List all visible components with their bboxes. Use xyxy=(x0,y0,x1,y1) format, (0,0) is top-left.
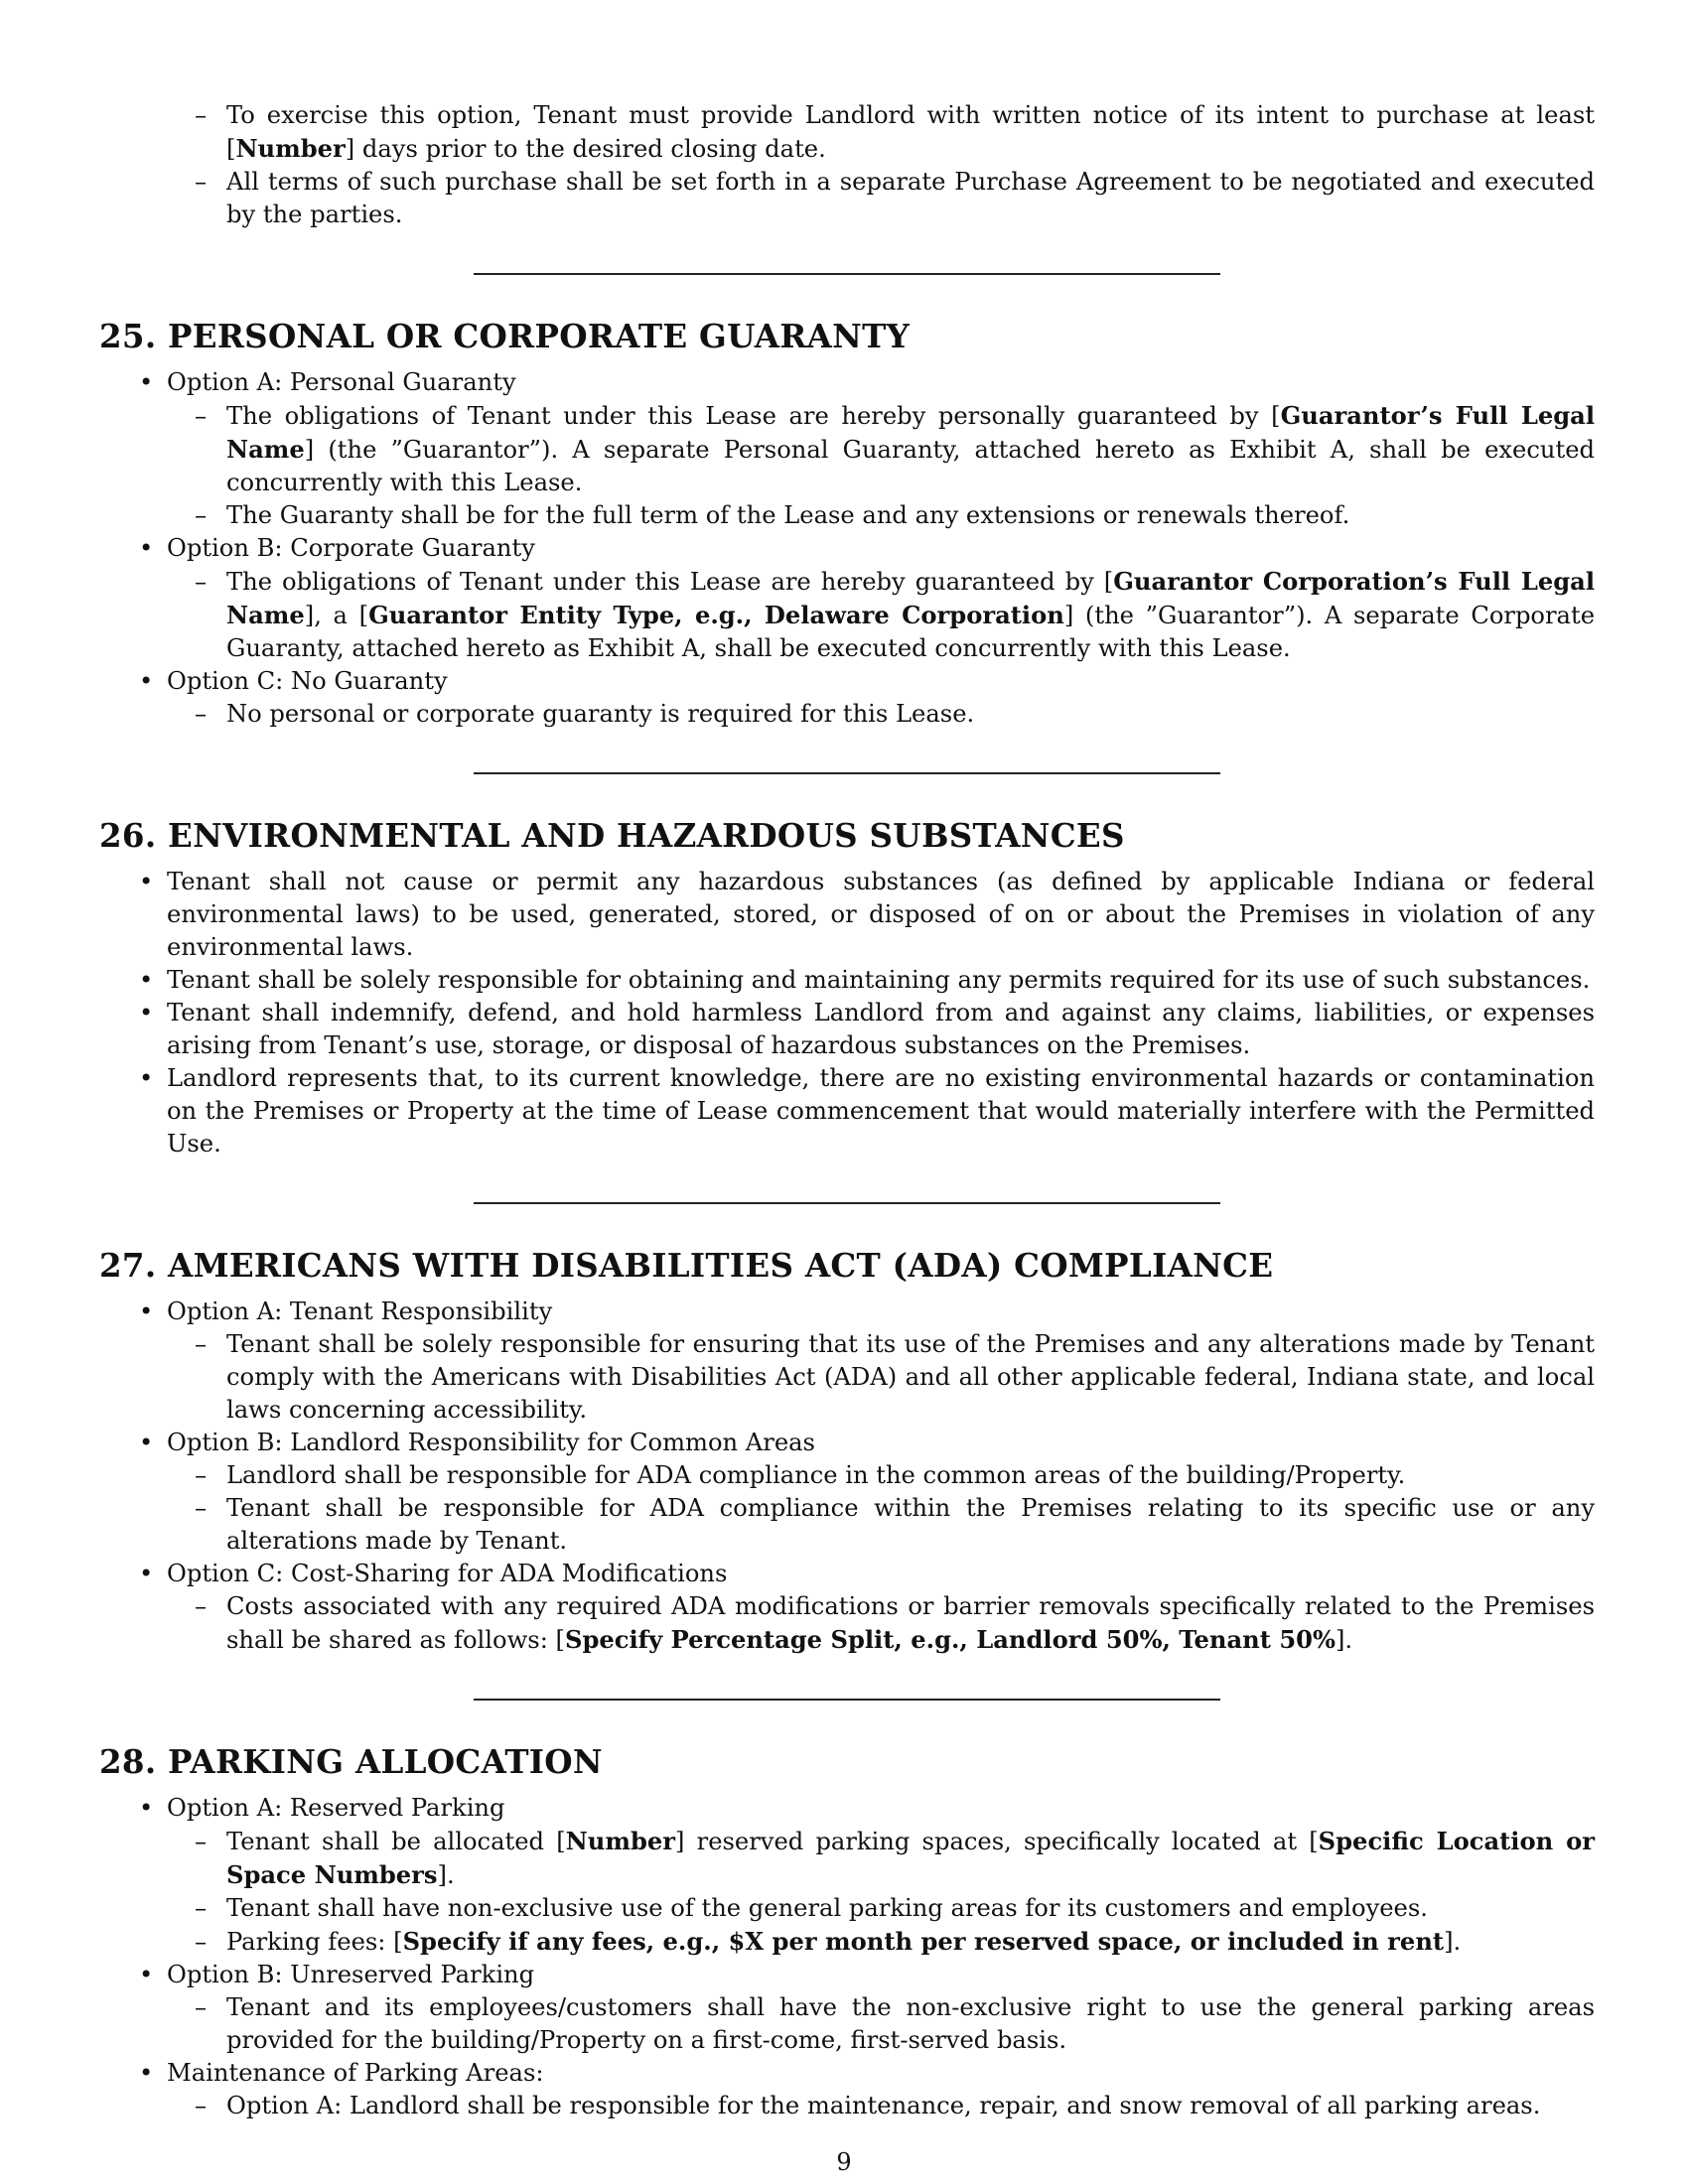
list-item: – Option A: Landlord shall be responsible for the maintenance, repair, and snow removal of all parking areas. xyxy=(195,2092,1541,2119)
list-item: • Landlord represents that, to its current knowledge, there are no existing environmental hazards or contamination on the Premises or Property at the time of Lease commencement that would materially interfere with the Permitted Use. xyxy=(139,1064,1595,1158)
list-item: – All terms of such purchase shall be set forth in a separate Purchase Agreement to be negotiated and executed by the parties. xyxy=(195,168,1595,228)
section-divider xyxy=(474,1699,1220,1701)
list-item: – The obligations of Tenant under this Lease are hereby guaranteed by [Guarantor Corporation’s Full Legal Name], a [Guarantor Entity Type, e.g., Delaware Corporation] (the ”Guarantor”). A separate Corporate Guaranty, attached hereto as Exhibit A, shall be executed concurrently with this Lease. xyxy=(195,567,1596,662)
list-item: – Costs associated with any required ADA modifications or barrier removals specifically related to the Premises shall be shared as follows: [Specify Percentage Split, e.g., Landlord 50%, Tenant 50%]. xyxy=(195,1592,1595,1654)
section-heading-26: 26. ENVIRONMENTAL AND HAZARDOUS SUBSTANCES xyxy=(99,816,1125,855)
section-heading-27: 27. AMERICANS WITH DISABILITIES ACT (ADA) COMPLIANCE xyxy=(99,1246,1274,1285)
section-heading-25: 25. PERSONAL OR CORPORATE GUARANTY xyxy=(99,317,911,355)
list-item: – The Guaranty shall be for the full term of the Lease and any extensions or renewals thereof. xyxy=(195,501,1350,529)
document-page xyxy=(99,99,1595,2122)
list-item: – To exercise this option, Tenant must provide Landlord with written notice of its intent to purchase at least [Number] days prior to the desired closing date. xyxy=(195,101,1595,163)
list-item: – Landlord shall be responsible for ADA compliance in the common areas of the building/Property. xyxy=(195,1461,1406,1489)
list-item: – Tenant shall be solely responsible for ensuring that its use of the Premises and any alterations made by Tenant comply with the Americans with Disabilities Act (ADA) and all other applicable federal, Indiana state, and local laws concerning accessibility. xyxy=(195,1330,1595,1424)
section-divider xyxy=(474,1202,1220,1204)
page-number: 9 xyxy=(836,2148,852,2176)
list-item: • Option A: Reserved Parking xyxy=(139,1794,505,1822)
section-divider xyxy=(474,273,1220,275)
list-item: – Tenant and its employees/customers shall have the non-exclusive right to use the general parking areas provided for the building/Property on a first-come, first-served basis. xyxy=(195,1993,1595,2054)
list-item: • Tenant shall indemnify, defend, and hold harmless Landlord from and against any claims, liabilities, or expenses arising from Tenant’s use, storage, or disposal of hazardous substances on the Premises. xyxy=(139,999,1595,1059)
list-item: • Option B: Unreserved Parking xyxy=(139,1961,535,1988)
list-item: – Tenant shall have non-exclusive use of the general parking areas for its customers and employees. xyxy=(195,1894,1428,1922)
list-item: – Tenant shall be responsible for ADA compliance within the Premises relating to its specific use or any alterations made by Tenant. xyxy=(195,1494,1595,1555)
list-item: • Option A: Personal Guaranty xyxy=(139,368,516,396)
section-heading-28: 28. PARKING ALLOCATION xyxy=(99,1742,603,1781)
list-item: • Option B: Corporate Guaranty xyxy=(139,534,535,562)
list-item: – No personal or corporate guaranty is required for this Lease. xyxy=(195,700,975,728)
list-item: • Option B: Landlord Responsibility for Common Areas xyxy=(139,1429,815,1456)
list-item: • Tenant shall not cause or permit any hazardous substances (as defined by applicable Indiana or federal environmental laws) to be used, generated, stored, or disposed of on or about the Premises in violation of any environmental laws. xyxy=(139,868,1595,961)
list-item: • Maintenance of Parking Areas: xyxy=(139,2059,544,2087)
list-item: • Option C: No Guaranty xyxy=(139,667,448,695)
list-item: – Parking fees: [Specify if any fees, e.g., $X per month per reserved space, or included in rent]. xyxy=(195,1927,1462,1956)
list-item: • Option C: Cost-Sharing for ADA Modifications xyxy=(139,1560,728,1587)
list-item: – Tenant shall be allocated [Number] reserved parking spaces, specifically located at [Specific Location or Space Numbers]. xyxy=(195,1827,1595,1889)
list-item: • Option A: Tenant Responsibility xyxy=(139,1297,553,1325)
section-divider xyxy=(474,772,1220,774)
list-item: • Tenant shall be solely responsible for obtaining and maintaining any permits required for its use of such substances. xyxy=(139,966,1591,994)
list-item: – The obligations of Tenant under this Lease are hereby personally guaranteed by [Guarantor’s Full Legal Name] (the ”Guarantor”). A separate Personal Guaranty, attached hereto as Exhibit A, shall be executed concurrently with this Lease. xyxy=(195,401,1596,496)
